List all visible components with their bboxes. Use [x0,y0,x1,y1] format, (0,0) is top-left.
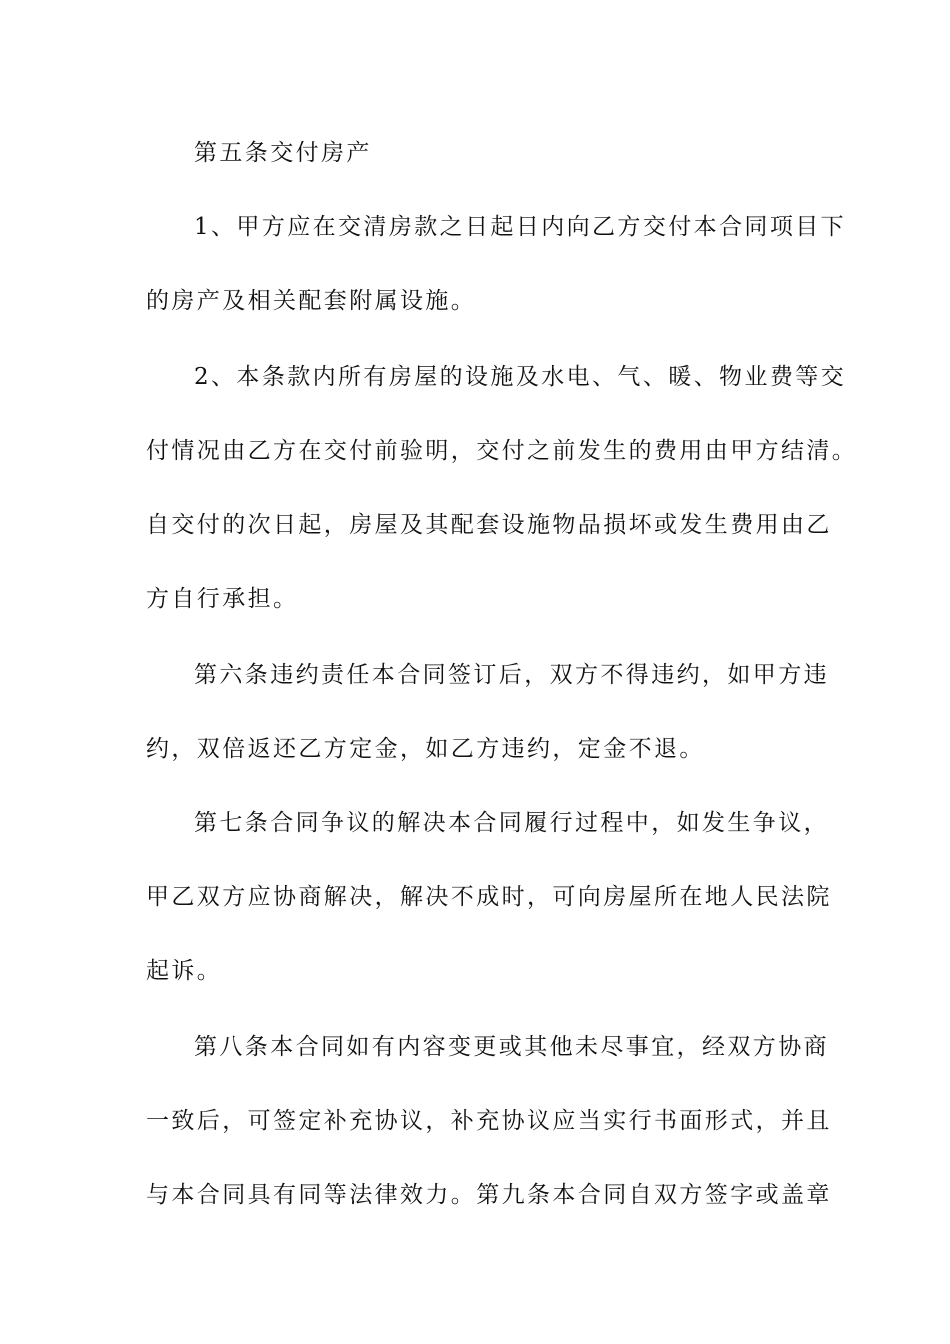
article-5-clause-2-line-2: 付情况由乙方在交付前验明，交付之前发生的费用由甲方结清。 [146,438,858,464]
article-5-clause-2-line-4: 方自行承担。 [146,586,299,612]
article-8-line-1: 第八条本合同如有内容变更或其他未尽事宜，经双方协商 [194,1034,829,1060]
article-8-line-2: 一致后，可签定补充协议，补充协议应当实行书面形式，并且 [146,1108,832,1134]
article-5-clause-2-line-1: 2、本条款内所有房屋的设施及水电、气、暖、物业费等交 [194,364,847,390]
article-5-heading: 第五条交付房产 [194,140,372,166]
article-6-line-1: 第六条违约责任本合同签订后，双方不得违约，如甲方违 [194,662,829,688]
article-7-line-1: 第七条合同争议的解决本合同履行过程中，如发生争议， [194,810,829,836]
article-5-clause-1-line-2: 的房产及相关配套附属设施。 [146,288,477,314]
article-5-clause-1-line-1: 1、甲方应在交清房款之日起日内向乙方交付本合同项目下 [194,214,847,240]
article-8-line-3: 与本合同具有同等法律效力。第九条本合同自双方签字或盖章 [146,1182,832,1208]
article-7-line-3: 起诉。 [146,958,223,984]
article-7-line-2: 甲乙双方应协商解决，解决不成时，可向房屋所在地人民法院 [146,884,832,910]
article-6-line-2: 约，双倍返还乙方定金，如乙方违约，定金不退。 [146,736,705,762]
article-5-clause-2-line-3: 自交付的次日起，房屋及其配套设施物品损坏或发生费用由乙 [146,512,832,538]
